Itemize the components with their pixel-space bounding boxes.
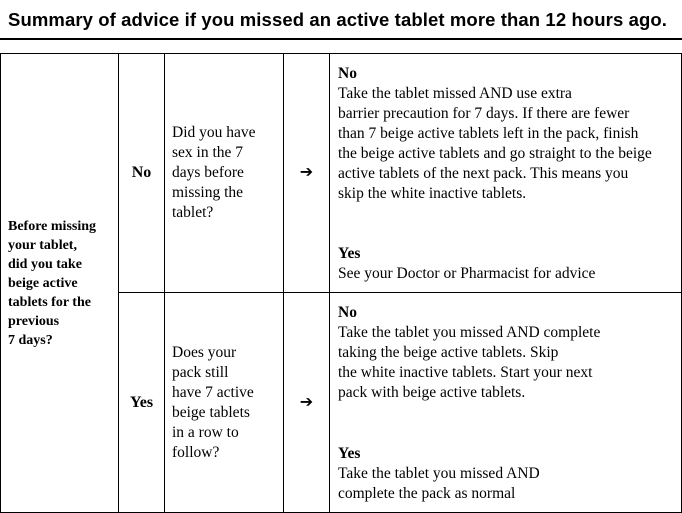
sub-question-cell xyxy=(165,54,284,293)
spacer xyxy=(338,403,675,444)
sub-question-line: tablet? xyxy=(172,204,214,221)
sub-question-cell xyxy=(165,293,284,513)
sub-question-line: beige tablets xyxy=(172,403,250,421)
main-question-line: your tablet, xyxy=(8,237,77,253)
page-title: Summary of advice if you missed an active tablet more than 12 hours ago. xyxy=(8,9,668,30)
main-question-line: 7 days? xyxy=(8,332,53,348)
main-question-line: beige active xyxy=(8,275,78,291)
sub-question-line: days before xyxy=(172,164,244,181)
sub-question-line: in a row to xyxy=(172,423,239,441)
sub-question-line: Did you have xyxy=(172,124,256,141)
advice-line: than 7 beige active tablets left in the pack, finish xyxy=(338,125,639,142)
advice-line: the beige active tablets and go straight to the beige xyxy=(338,145,652,162)
advice-no-label: No xyxy=(338,65,357,82)
advice-line: the white inactive tablets. Start your next xyxy=(338,364,593,381)
main-question-line: previous xyxy=(8,313,60,329)
advice-line: taking the beige active tablets. Skip xyxy=(338,344,559,361)
main-question-line: did you take xyxy=(8,256,82,272)
table-row xyxy=(1,54,682,293)
arrow-right-icon: ➔ xyxy=(284,293,330,513)
advice-cell xyxy=(330,293,682,513)
main-question-cell xyxy=(1,54,119,513)
advice-line: See your Doctor or Pharmacist for advice xyxy=(338,265,596,282)
title-divider xyxy=(0,38,682,40)
advice-table-container xyxy=(0,53,682,511)
sub-question-line: missing the xyxy=(172,184,244,201)
sub-question-line: Does your xyxy=(172,343,237,361)
arrow-right-icon: ➔ xyxy=(284,54,330,293)
advice-no-label: No xyxy=(338,304,357,321)
advice-table xyxy=(0,53,682,513)
advice-line: Take the tablet missed AND use extra xyxy=(338,85,572,102)
sub-question-line: have 7 active xyxy=(172,383,254,401)
advice-cell xyxy=(330,54,682,293)
sub-question-line: pack still xyxy=(172,363,229,381)
advice-line: Take the tablet you missed AND complete xyxy=(338,324,601,341)
sub-question-line: sex in the 7 xyxy=(172,144,244,161)
sub-question-line: follow? xyxy=(172,443,220,461)
advice-line: Take the tablet you missed AND xyxy=(338,465,540,482)
main-question-line: Before missing xyxy=(8,218,97,234)
main-question-line: tablets for the xyxy=(8,294,91,310)
advice-line: pack with beige active tablets. xyxy=(338,384,526,401)
advice-line: active tablets of the next pack. This means you xyxy=(338,165,629,182)
spacer xyxy=(338,204,675,244)
answer-cell: Yes xyxy=(119,293,165,513)
advice-yes-label: Yes xyxy=(338,445,361,462)
advice-yes-label: Yes xyxy=(338,245,361,262)
advice-line: barrier precaution for 7 days. If there are fewer xyxy=(338,105,630,122)
advice-line: complete the pack as normal xyxy=(338,485,516,502)
answer-cell: No xyxy=(119,54,165,293)
advice-line: skip the white inactive tablets. xyxy=(338,185,527,202)
